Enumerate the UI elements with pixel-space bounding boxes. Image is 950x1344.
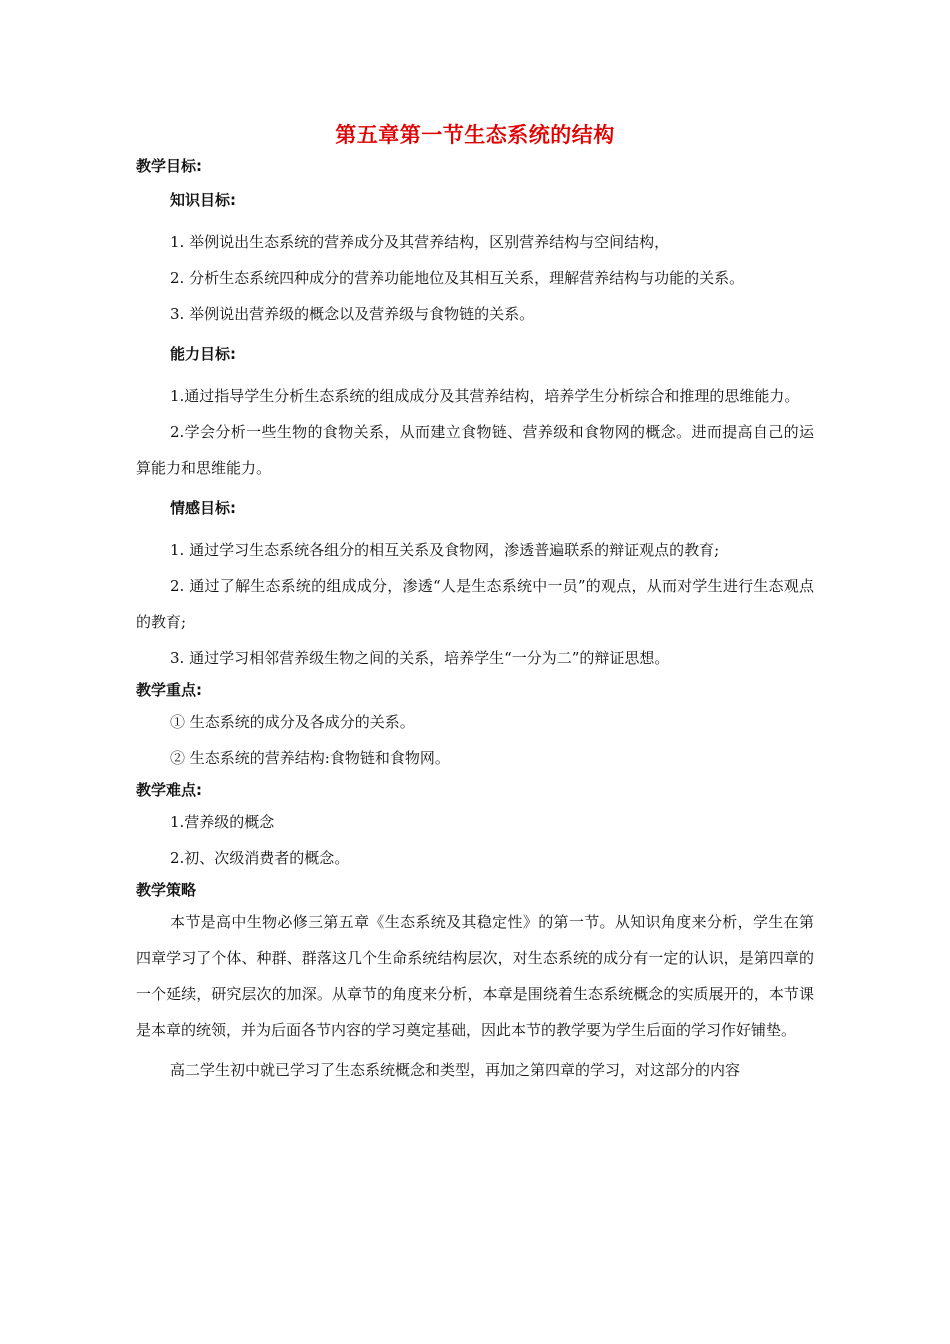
- subheading-emotion-goals: 情感目标:: [170, 499, 236, 517]
- section-heading-strategy: 教学策略: [136, 881, 197, 899]
- knowledge-goal-item: 1. 举例说出生态系统的营养成分及其营养结构，区别营养结构与空间结构，: [170, 233, 670, 251]
- emotion-goal-item: 2. 通过了解生态系统的组成成分，渗透“人是生态系统中一员”的观点，从而对学生进行生态观点的教育;: [136, 577, 814, 631]
- strategy-paragraph: 高二学生初中就已学习了生态系统概念和类型，再加之第四章的学习，对这部分的内容: [170, 1061, 741, 1079]
- subheading-ability-goals: 能力目标:: [170, 345, 236, 363]
- knowledge-goal-item: 3. 举例说出营养级的概念以及营养级与食物链的关系。: [170, 305, 535, 323]
- difficult-point-item: 2.初、次级消费者的概念。: [170, 849, 350, 867]
- section-heading-teaching-goals: 教学目标:: [136, 157, 202, 175]
- key-point-item: ② 生态系统的营养结构:食物链和食物网。: [170, 749, 450, 767]
- strategy-paragraph: 本节是高中生物必修三第五章《生态系统及其稳定性》的第一节。从知识角度来分析，学生在第四章学习了个体、种群、群落这几个生命系统结构层次，对生态系统的成分有一定的认识，是第四章的一个延续，研究层次的加深。从章节的角度来分析，本章是围绕着生态系统概念的实质展开的，本节课是本章的统领，并为后面各节内容的学习奠定基础，因此本节的教学要为学生后面的学习作好铺垫。: [136, 913, 814, 1039]
- emotion-goal-item: 3. 通过学习相邻营养级生物之间的关系，培养学生“一分为二”的辩证思想。: [170, 649, 670, 667]
- ability-goal-item: 1.通过指导学生分析生态系统的组成成分及其营养结构，培养学生分析综合和推理的思维能力。: [170, 387, 800, 405]
- section-heading-difficult-points: 教学难点:: [136, 781, 202, 799]
- section-heading-key-points: 教学重点:: [136, 681, 202, 699]
- knowledge-goal-item: 2. 分析生态系统四种成分的营养功能地位及其相互关系，理解营养结构与功能的关系。: [170, 269, 745, 287]
- key-point-item: ① 生态系统的成分及各成分的关系。: [170, 713, 415, 731]
- subheading-knowledge-goals: 知识目标:: [170, 191, 236, 209]
- ability-goal-item: 2.学会分析一些生物的食物关系，从而建立食物链、营养级和食物网的概念。进而提高自己的运算能力和思维能力。: [136, 423, 814, 477]
- difficult-point-item: 1.营养级的概念: [170, 813, 275, 831]
- emotion-goal-item: 1. 通过学习生态系统各组分的相互关系及食物网，渗透普遍联系的辩证观点的教育;: [170, 541, 720, 559]
- document-title: 第五章第一节生态系统的结构: [335, 123, 615, 147]
